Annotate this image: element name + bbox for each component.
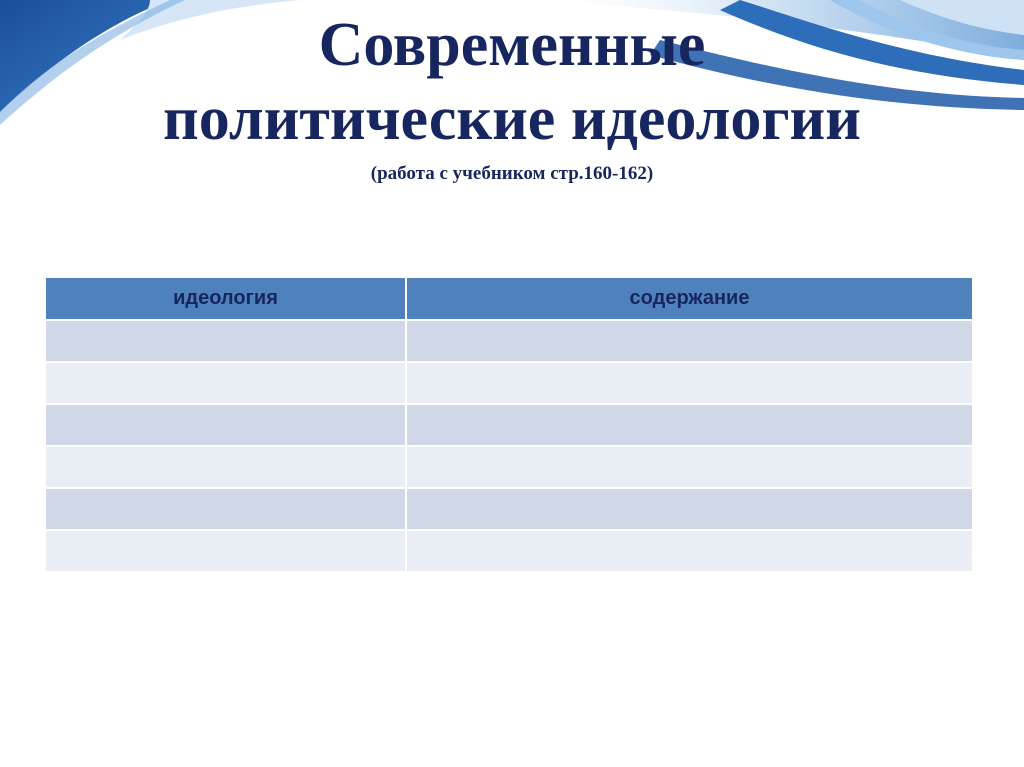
table-cell[interactable] — [46, 488, 406, 530]
table-row — [46, 362, 972, 404]
table-cell[interactable] — [46, 446, 406, 488]
table-row — [46, 320, 972, 362]
title-block — [0, 8, 1024, 186]
table-row — [46, 530, 972, 572]
column-header-ideology: идеология — [46, 278, 406, 320]
table-cell[interactable] — [406, 530, 972, 572]
slide-title-line-1: Современные — [318, 11, 706, 79]
table-header-row — [46, 278, 972, 320]
table-cell[interactable] — [46, 320, 406, 362]
table-cell[interactable] — [46, 404, 406, 446]
column-header-content: содержание — [406, 278, 972, 320]
table-cell[interactable] — [46, 362, 406, 404]
table-row — [46, 488, 972, 530]
table-cell[interactable] — [406, 488, 972, 530]
table-cell[interactable] — [406, 320, 972, 362]
table-cell[interactable] — [406, 446, 972, 488]
ideology-table-container — [46, 278, 972, 573]
ideology-table — [46, 278, 972, 573]
table-cell[interactable] — [46, 530, 406, 572]
table-row — [46, 446, 972, 488]
table-cell[interactable] — [406, 404, 972, 446]
table-row — [46, 404, 972, 446]
slide-subtitle: (работа с учебником стр.160-162) — [370, 163, 654, 184]
slide-title-line-2: политические идеологии — [163, 85, 861, 153]
table-cell[interactable] — [406, 362, 972, 404]
